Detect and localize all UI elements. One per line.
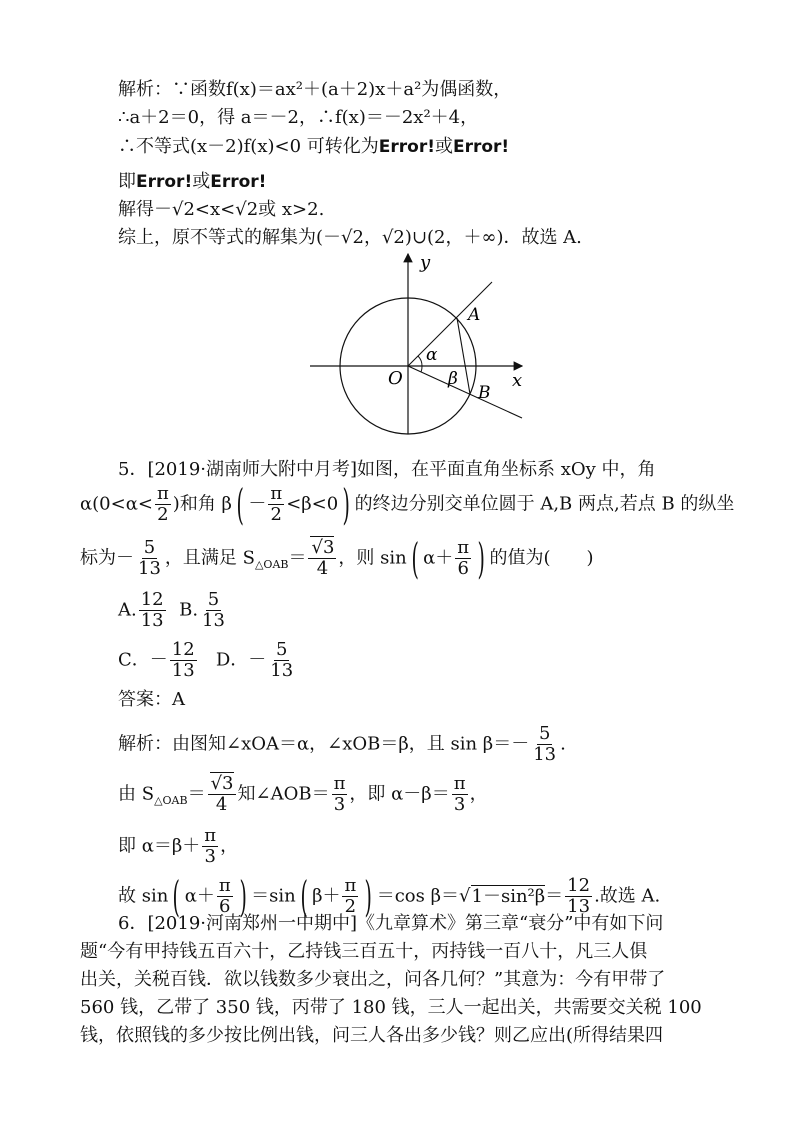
fraction-sqrt3-over-4: $\frac{√3}{4}$ (308, 538, 336, 579)
q5-line1: 5．[2019·湖南师大附中月考]如图，在平面直角坐标系 xOy 中，角 (118, 459, 656, 480)
alpha-arc (418, 356, 422, 366)
q6-line2: 题“今有甲持钱五百六十，乙持钱三百五十，丙持钱一百八十，凡三人俱 (80, 941, 648, 962)
fraction-12-over-13: $\frac{12}{13}$ (567, 875, 591, 917)
fraction-12-over-13: $\frac{12}{13}$ (171, 639, 195, 681)
solution4-line1: 解析：∵函数f(x)＝ax²＋(a＋2)x＋a²为偶函数， (118, 79, 512, 100)
y-label: y (420, 252, 431, 273)
solution4-line4 (118, 170, 266, 194)
q5-solution-line4: 故 sin ( α＋ $\frac{\pi}{6}$ ) ＝sin ( β＋ $\frac{\pi}{2}$ ) ＝cos β＝√1－sin²β＝ $\frac{12}{13}$ .故选 A. (118, 871, 661, 921)
alpha-label: α (426, 345, 438, 365)
fraction-pi-over-3: $\frac{\pi}{3}$ (204, 825, 217, 867)
q5-solution-line1: 解析：由图知∠xOA＝α，∠xOB＝β，且 sin β＝－ $\frac{5}{13}$ . (118, 723, 566, 765)
right-paren: ) (364, 871, 373, 921)
fraction-pi-over-2: $\frac{\pi}{2}$ (270, 483, 283, 525)
right-paren: ) (342, 479, 351, 529)
fraction-5-over-13: $\frac{5}{13}$ (533, 723, 557, 765)
error-text: Error! (136, 172, 193, 192)
option-a: A. (118, 599, 137, 621)
fraction-pi-over-2: $\frac{\pi}{2}$ (344, 875, 357, 917)
error-text: Error! (378, 137, 435, 157)
left-paren: ( (236, 479, 244, 529)
beta-arc (421, 366, 422, 372)
fraction-5-over-13: $\frac{5}{13}$ (202, 589, 225, 631)
q5-beta-range: <β<0 (286, 493, 339, 515)
fraction-pi-over-3: $\frac{\pi}{3}$ (453, 773, 466, 815)
solution4-line5: 解得－√2<x<√2或 x>2. (118, 199, 325, 220)
q5-solution-line3: 即 α＝β＋ $\frac{\pi}{3}$ ， (118, 825, 239, 867)
fraction-pi-over-2: $\frac{\pi}{2}$ (156, 483, 169, 525)
point-b-label: B (478, 383, 491, 403)
solution4-line3 (118, 135, 509, 159)
q5-line2: α(0<α< $\frac{\pi}{2}$ )和角 β ( － $\frac{\pi}{2}$ <β<0 ) 的终边分别交单位圆于 A,B 两点,若点 B 的纵坐 (80, 479, 735, 529)
option-c: C．－ (118, 649, 168, 671)
solution4-line4-text: 即 (118, 171, 136, 192)
right-paren: ) (239, 871, 247, 921)
q5-alpha-range: α(0<α< (80, 493, 153, 515)
q5-line2-text: 的终边分别交单位圆于 A,B 两点,若点 B 的纵坐 (354, 493, 735, 515)
q5-options-cd (118, 640, 297, 681)
q5-answer: 答案：A (118, 689, 185, 710)
or-text: 或 (192, 171, 211, 192)
solution4-line6: 综上，原不等式的解集为(－√2，√2)∪(2，＋∞)．故选 A. (118, 227, 582, 248)
unit-circle-figure (300, 252, 540, 442)
option-d: D．－ (215, 649, 267, 671)
q5-options-ab (118, 590, 229, 631)
fraction-5-over-13: $\frac{5}{13}$ (138, 537, 161, 579)
q6-line5: 钱，依照钱的多少按比例出钱，问三人各出多少钱？则乙应出(所得结果四 (80, 1025, 664, 1046)
or-text: 或 (434, 136, 453, 157)
fraction-pi-over-6: $\frac{\pi}{6}$ (457, 537, 470, 579)
chord-ab (457, 318, 470, 394)
fraction-sqrt3-over-4: $\frac{√3}{4}$ (208, 774, 236, 815)
right-paren: ) (477, 533, 485, 583)
x-label: x (512, 370, 523, 391)
left-paren: ( (172, 871, 181, 921)
q6-line4: 560 钱，乙带了 350 钱，丙带了 180 钱，三人一起出关，共需要交关税 100 (80, 997, 702, 1018)
origin-label: O (388, 368, 403, 389)
error-text: Error! (452, 137, 510, 157)
fraction-12-over-13: $\frac{12}{13}$ (140, 589, 164, 631)
fraction-pi-over-3: $\frac{\pi}{3}$ (333, 773, 346, 815)
q5-line3: 标为－ $\frac{5}{13}$ ，且满足 $S_{\triangle OAB}=$ $\frac{√3}{4}$ ，则 sin ( α＋ $\frac{\pi}{6}$ ) 的值为( ) (80, 533, 594, 583)
solution4-line2: ∴a＋2＝0，得 a＝－2，∴f(x)＝－2x²＋4， (118, 107, 479, 128)
q6-line3: 出关，关税百钱．欲以钱数多少衰出之，问各几何？”其意为：今有甲带了 (80, 969, 666, 990)
left-paren: ( (411, 533, 419, 583)
ray-ob (408, 366, 522, 418)
q6-line1: 6．[2019·河南郑州一中期中]《九章算术》第三章“衰分”中有如下问 (118, 913, 664, 934)
q5-solution-line2: 由 $S_{\triangle OAB}=$ $\frac{√3}{4}$ 知∠AOB＝ $\frac{\pi}{3}$ ，即 α－β＝ $\frac{\pi}{3}$ ， (118, 773, 488, 815)
fraction-5-over-13: $\frac{5}{13}$ (270, 639, 294, 681)
point-a-label: A (468, 305, 481, 325)
left-paren: ( (300, 871, 308, 921)
error-text: Error! (210, 172, 267, 192)
option-b: B. (179, 599, 199, 621)
solution4-line3-text: ∴不等式(x－2)f(x)<0 可转化为 (118, 136, 379, 157)
fraction-pi-over-6: $\frac{\pi}{6}$ (218, 875, 231, 917)
beta-label: β (448, 369, 458, 389)
q5-beta-text: )和角 β (172, 493, 232, 515)
